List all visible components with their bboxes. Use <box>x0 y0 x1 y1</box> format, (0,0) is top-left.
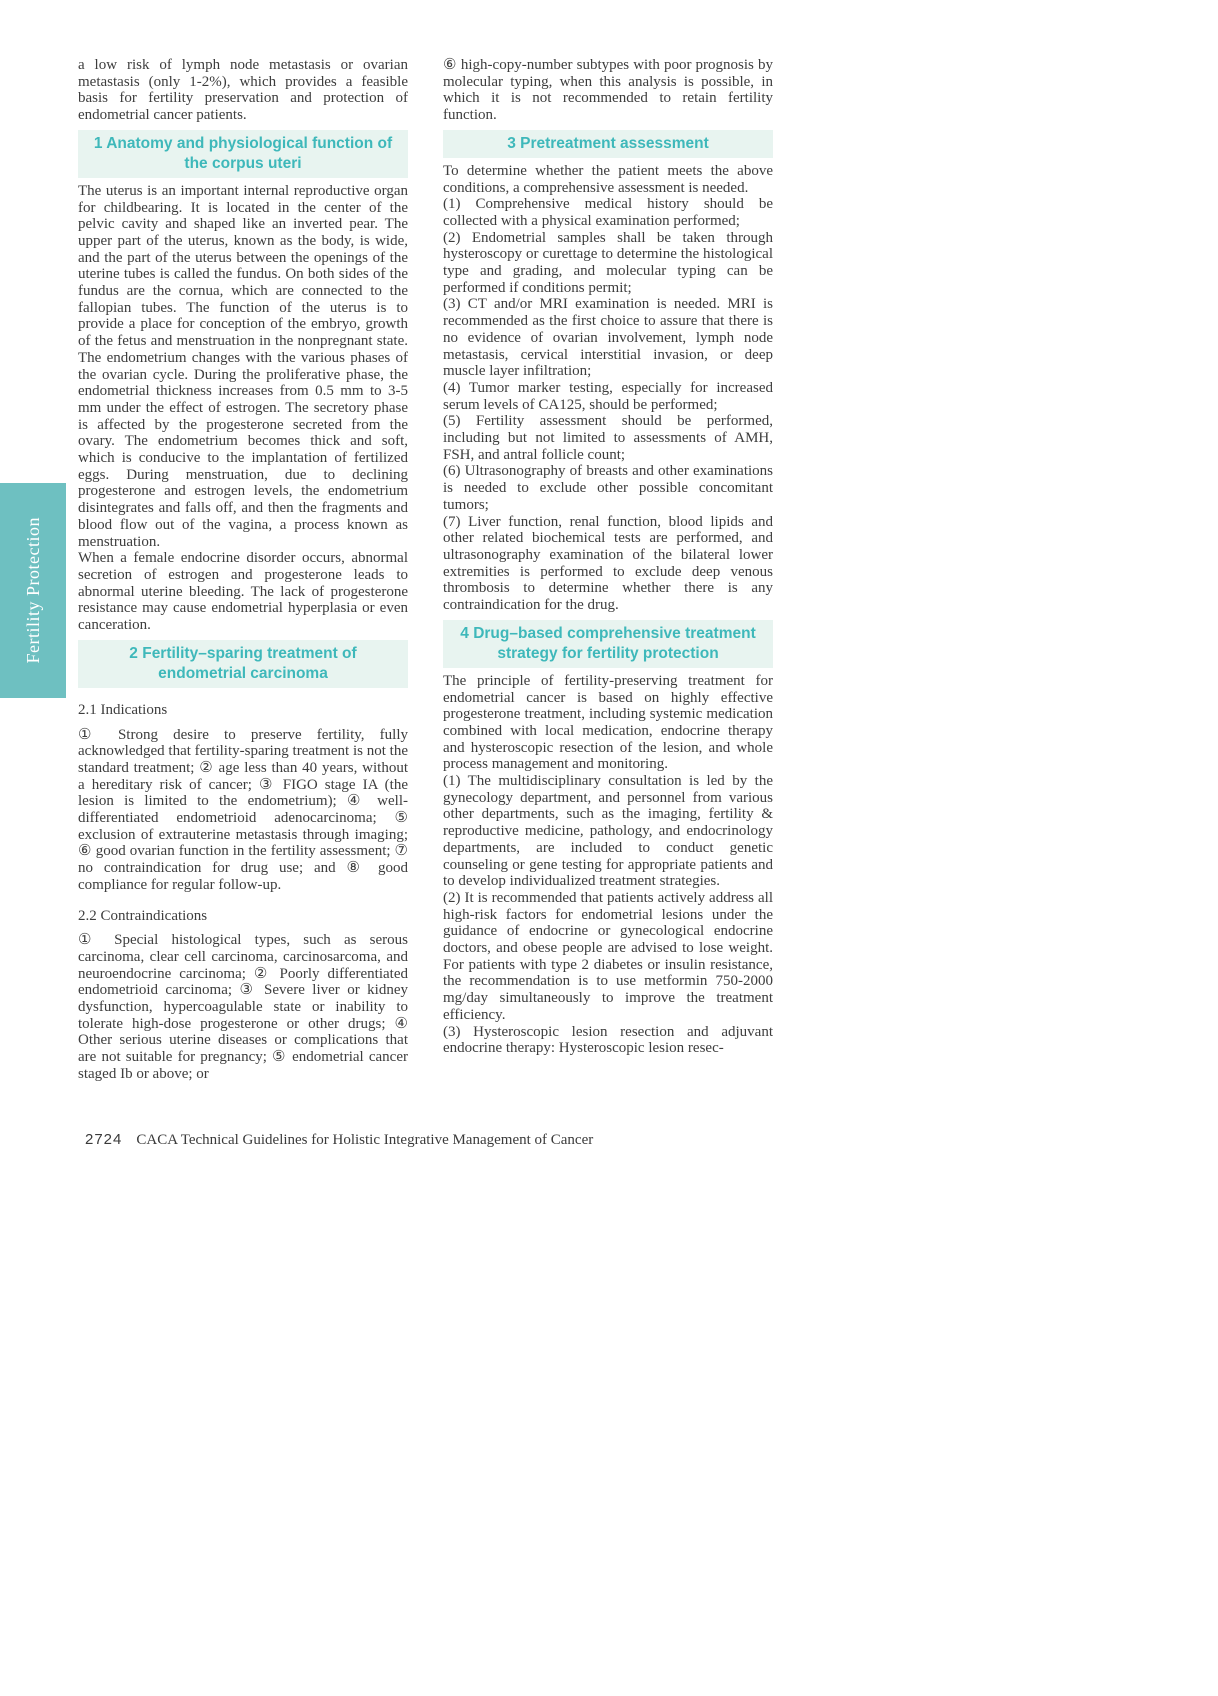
page-content <box>78 57 774 1083</box>
paragraph: (4) Tumor marker testing, especially for increased serum levels of CA125, should be performed; <box>443 379 773 413</box>
paragraph: (1) Comprehensive medical history should be collected with a physical examination performed; <box>443 196 773 229</box>
paragraph: (7) Liver function, renal function, blood lipids and other related biochemical tests are performed, and ultrasonography examination of the bilateral lower extremities is performed to exclude deep venous thrombosis to determine whether there is any contraindication for the drug. <box>443 513 773 614</box>
paragraph: (5) Fertility assessment should be performed, including but not limited to assessments of AMH, FSH, and antral follicle count; <box>443 413 773 463</box>
section-heading-4: 4 Drug–based comprehensive treatment strategy for fertility protection <box>443 620 773 668</box>
page-number: 2724 <box>85 1131 123 1148</box>
subsection-heading-2-2: 2.2 Contraindications <box>78 907 208 924</box>
paragraph: The uterus is an important internal reproductive organ for childbearing. It is located in the center of the pelvic cavity and shaped like an inverted pear. The upper part of the uterus, known as the body, is wide, and the part of the uterus between the openings of the uterine tubes is called the fundus. On both sides of the fundus are the cornua, which are connected to the fallopian tubes. The function of the uterus is to provide a place for conception of the embryo, growth of the fetus and menstruation in the nonpregnant state. The endometrium changes with the various phases of the ovarian cycle. During the proliferative phase, the endometrial thickness increases from 0.5 mm to 3-5 mm under the effect of estrogen. The secretory phase is affected by the progesterone secreted from the ovary. The endometrium becomes thick and soft, which is conducive to the implantation of fertilized eggs. During menstruation, due to declining progesterone and estrogen levels, the endometrium disintegrates and falls off, and then the fragments and blood flow out of the vagina, a process known as menstruation. <box>78 182 408 550</box>
chapter-tab-label: Fertility Protection <box>22 517 43 664</box>
paragraph: The principle of fertility-preserving treatment for endometrial cancer is based on highly effective progesterone treatment, including systemic medication combined with local medication, endocrine therapy and hysteroscopic resection of the lesion, and whole process management and monitoring. <box>443 672 773 773</box>
section-heading-3: 3 Pretreatment assessment <box>443 130 773 158</box>
paragraph: (3) CT and/or MRI examination is needed. MRI is recommended as the first choice to assure that there is no evidence of ovarian involvement, lymph node metastasis, cervical interstitial invasion, or deep muscle layer infiltration; <box>443 296 773 380</box>
right-column <box>443 57 773 1083</box>
paragraph: When a female endocrine disorder occurs, abnormal secretion of estrogen and progesterone leads to abnormal uterine bleeding. The lack of progesterone resistance may cause endometrial hyperplasia or even canceration. <box>78 550 408 634</box>
paragraph: ① Special histological types, such as serous carcinoma, clear cell carcinoma, carcinosarcoma, and neuroendocrine carcinoma; ② Poorly differentiated endometrioid carcinoma; ③ Severe liver or kidney dysfunction, hypercoagulable state or inability to tolerate high-dose progesterone or other drugs; ④ Other serious uterine diseases or complications that are not suitable for pregnancy; ⑤ endometrial cancer staged Ib or above; or <box>78 932 408 1082</box>
paragraph: To determine whether the patient meets the above conditions, a comprehensive assessment is needed. <box>443 162 773 196</box>
paragraph: a low risk of lymph node metastasis or ovarian metastasis (only 1-2%), which provides a feasible basis for fertility preservation and protection of endometrial cancer patients. <box>78 57 408 124</box>
paragraph: ⑥ high-copy-number subtypes with poor prognosis by molecular typing, when this analysis is possible, in which it is not recommended to retain fertility function. <box>443 57 773 124</box>
section-heading-2: 2 Fertility–sparing treatment of endometrial carcinoma <box>78 640 408 688</box>
paragraph: (1) The multidisciplinary consultation is led by the gynecology department, and personnel from various other departments, such as the imaging, fertility & reproductive medicine, pathology, and endocrinology departments, are included to conduct genetic counseling or gene testing for appropriate patients and to develop individualized treatment strategies. <box>443 773 773 890</box>
section-heading-1: 1 Anatomy and physiological function of the corpus uteri <box>78 130 408 178</box>
running-title: CACA Technical Guidelines for Holistic Integrative Management of Cancer <box>136 1132 594 1148</box>
left-column <box>78 57 408 1083</box>
paragraph: (6) Ultrasonography of breasts and other examinations is needed to exclude other possible concomitant tumors; <box>443 463 773 513</box>
subsection-heading-2-1: 2.1 Indications <box>78 701 168 718</box>
paragraph: ① Strong desire to preserve fertility, fully acknowledged that fertility-sparing treatment is not the standard treatment; ② age less than 40 years, without a hereditary risk of cancer; ③ FIGO stage IA (the lesion is limited to the endometrium); ④ well-differentiated endometrioid adenocarcinoma; ⑤ exclusion of extrauterine metastasis through imaging; ⑥ good ovarian function in the fertility assessment; ⑦ no contraindication for drug use; and ⑧ good compliance for regular follow-up. <box>78 726 408 893</box>
paragraph: (2) Endometrial samples shall be taken through hysteroscopy or curettage to determine the histological type and grading, and molecular typing can be performed if conditions permit; <box>443 229 773 296</box>
paragraph: (3) Hysteroscopic lesion resection and adjuvant endocrine therapy: Hysteroscopic lesion resec- <box>443 1023 773 1057</box>
chapter-edge-tab <box>0 483 66 698</box>
paragraph: (2) It is recommended that patients actively address all high-risk factors for endometrial lesions under the guidance of endocrine or gynecological endocrine doctors, and obese people are advised to lose weight. For patients with type 2 diabetes or insulin resistance, the recommendation is to use metformin 750-2000 mg/day simultaneously to improve the treatment efficiency. <box>443 889 773 1023</box>
page-footer <box>85 1131 593 1149</box>
